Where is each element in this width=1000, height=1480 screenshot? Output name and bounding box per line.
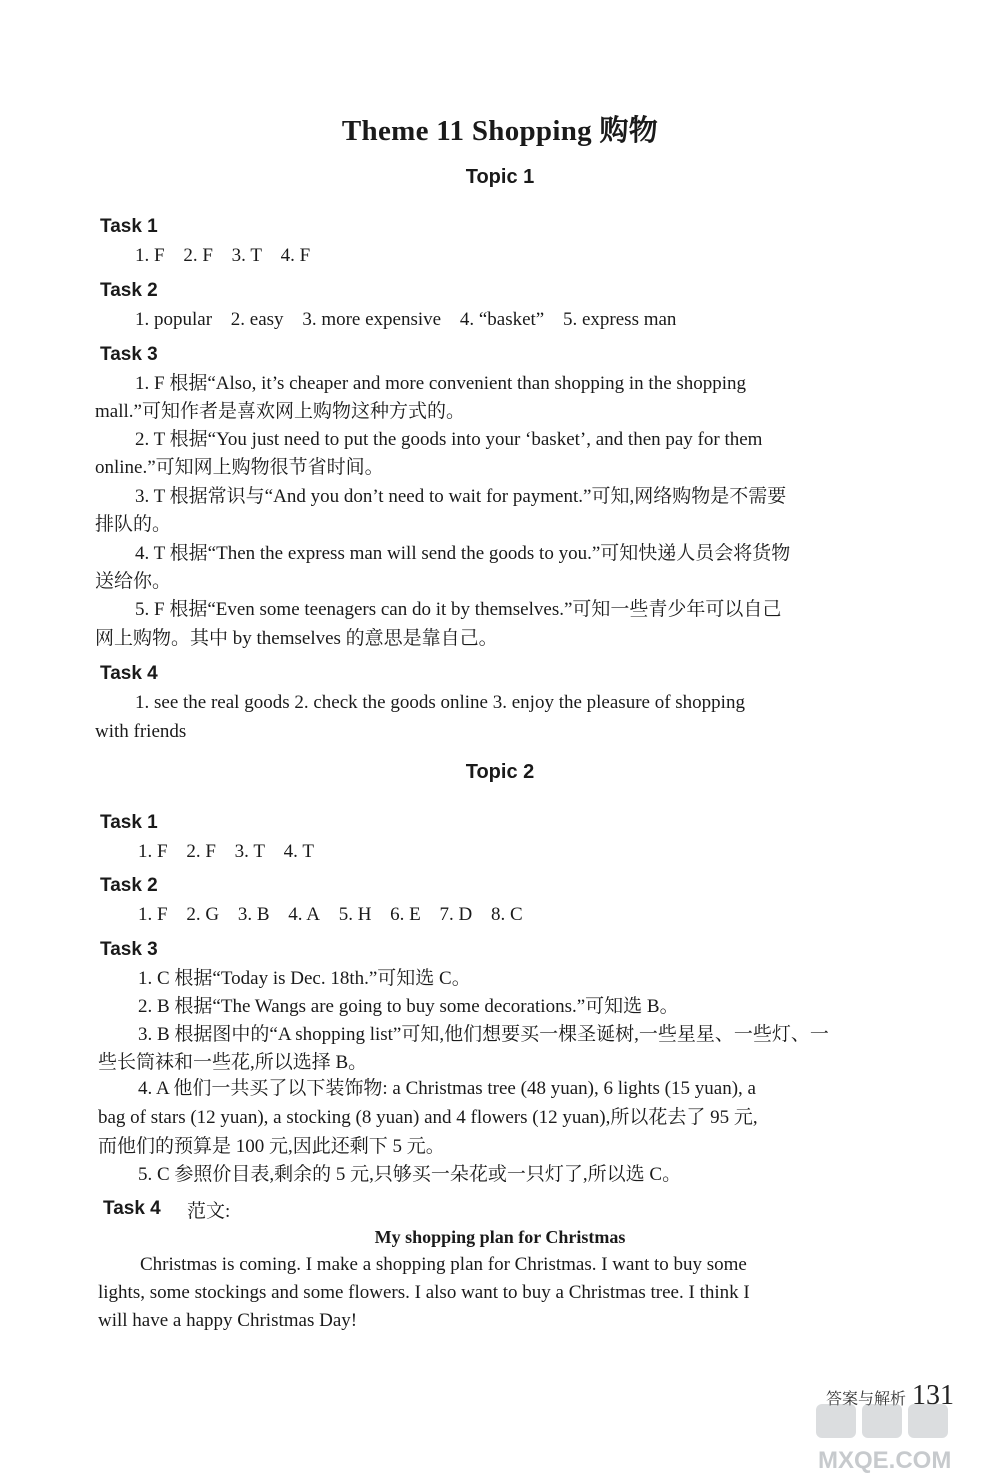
answer: 2. F [183,245,213,266]
answer: 3. more expensive [302,309,442,330]
answer-line: with friends [95,721,187,742]
explanation-line: 2. T 根据“You just need to put the goods into your ‘basket’, and then pay for them [135,429,763,450]
explanation-line: 3. B 根据图中的“A shopping list”可知,他们想要买一棵圣诞树,一些星星、一些灯、一 [138,1024,829,1045]
answer: 2. easy [230,309,284,330]
page-number: 131 [912,1380,955,1411]
topic1-task1-label: Task 1 [100,216,158,237]
topic2-task4-label: Task 4 [103,1198,161,1219]
watermark-logo [810,1400,990,1475]
explanation-line: 些长筒袜和一些花,所以选择 B。 [98,1052,368,1073]
answer: 3. T [231,245,262,266]
topic2-task1-label: Task 1 [100,812,158,833]
answer: 4. F [280,245,311,266]
explanation-line: 1. C 根据“Today is Dec. 18th.”可知选 C。 [138,968,471,989]
essay-line: lights, some stockings and some flowers. I also want to buy a Christmas tree. I think I [98,1282,750,1303]
explanation-line: 4. A 他们一共买了以下装饰物: a Christmas tree (48 yuan), 6 lights (15 yuan), a [138,1078,756,1099]
answer: 6. E [390,904,421,925]
topic1-task2-answers [135,308,690,332]
answer: 1. F [138,904,168,925]
explanation-line: 而他们的预算是 100 元,因此还剩下 5 元。 [98,1136,445,1157]
answer: 1. F [138,841,168,862]
topic1-task3-label: Task 3 [100,344,158,365]
topic2-task3-label: Task 3 [100,939,158,960]
explanation-line: online.”可知网上购物很节省时间。 [95,457,384,478]
essay-line: Christmas is coming. I make a shopping plan for Christmas. I want to buy some [140,1254,747,1275]
essay-line: will have a happy Christmas Day! [98,1310,358,1331]
answer: 1. F [135,245,165,266]
answer: 2. F [186,841,216,862]
model-essay-label: 范文: [187,1201,231,1222]
explanation-line: 4. T 根据“Then the express man will send the goods to you.”可知快递人员会将货物 [135,543,791,564]
answer: 5. H [338,904,372,925]
explanation-line: 2. B 根据“The Wangs are going to buy some decorations.”可知选 B。 [138,996,679,1017]
topic1-task4-label: Task 4 [100,663,158,684]
page-title: Theme 11 Shopping 购物 [341,115,659,147]
answer: 3. T [234,841,265,862]
topic-1-heading: Topic 1 [465,166,535,188]
explanation-line: 1. F 根据“Also, it’s cheaper and more convenient than shopping in the shopping [135,373,747,394]
explanation-line: 排队的。 [95,514,172,535]
topic1-task2-label: Task 2 [100,280,158,301]
topic-2-heading: Topic 2 [465,761,535,783]
answer: 4. A [288,904,320,925]
explanation-line: bag of stars (12 yuan), a stocking (8 yuan) and 4 flowers (12 yuan),所以花去了 95 元, [98,1107,758,1128]
footer-label: 答案与解析 [826,1391,907,1408]
topic2-task2-label: Task 2 [100,875,158,896]
answer: 8. C [491,904,523,925]
answer: 4. “basket” [459,309,545,330]
answer: 2. G [186,904,220,925]
explanation-line: 5. C 参照价目表,剩余的 5 元,只够买一朵花或一只灯了,所以选 C。 [138,1164,682,1185]
answer: 1. popular [135,309,213,330]
explanation-line: 3. T 根据常识与“And you don’t need to wait for payment.”可知,网络购物是不需要 [135,486,787,507]
explanation-line: mall.”可知作者是喜欢网上购物这种方式的。 [95,401,465,422]
explanation-line: 送给你。 [95,571,172,592]
topic2-task2-answers [138,903,537,927]
answer: 4. T [283,841,314,862]
essay-title: My shopping plan for Christmas [374,1227,626,1247]
answer-line: 1. see the real goods 2. check the goods online 3. enjoy the pleasure of shopping [135,692,745,713]
topic1-task1-answers [135,244,324,268]
answer: 5. express man [562,309,677,330]
explanation-line: 5. F 根据“Even some teenagers can do it by themselves.”可知一些青少年可以自己 [135,599,782,620]
watermark-text: MXQE.COM [818,1447,952,1474]
topic2-task1-answers [138,840,328,864]
explanation-line: 网上购物。其中 by themselves 的意思是靠自己。 [95,628,498,649]
answer: 7. D [439,904,473,925]
answer: 3. B [237,904,270,925]
